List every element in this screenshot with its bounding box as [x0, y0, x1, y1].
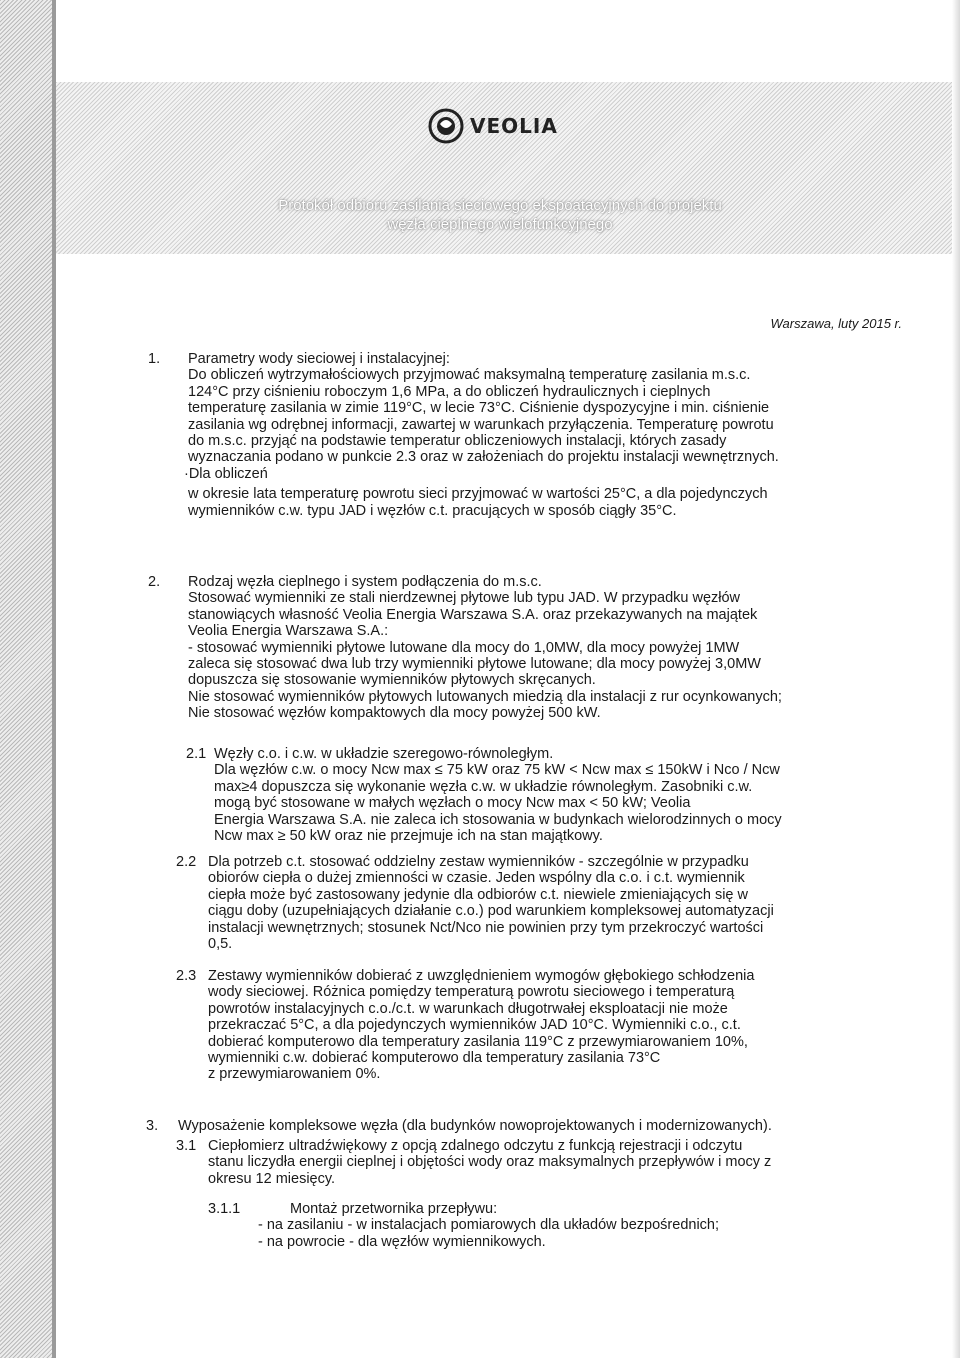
subsection-number: 2.3	[176, 968, 197, 984]
section-line: 124°C przy ciśnieniu roboczym 1,6 MPa, a do obliczeń hydraulicznych i cieplnych	[188, 383, 711, 400]
subsection-line: instalacji wewnętrznych; stosunek Nct/Nco nie powinien przy tym przekroczyć wartości	[208, 919, 764, 936]
section-line: Nie stosować węzłów kompaktowych dla mocy powyżej 500 kW.	[188, 705, 601, 722]
subsection-line: okresu 12 miesięcy.	[208, 1170, 336, 1187]
subsection-line: ciągu doby (uzupełniających działanie c.o.) pod warunkiem kompleksowej automatyzacji	[208, 903, 774, 920]
scan-right-edge	[952, 0, 960, 1358]
section-line: w okresie lata temperaturę powrotu sieci przyjmować w wartości 25°C, a dla pojedynczych	[188, 486, 768, 503]
subsection-3-1-1	[208, 1201, 720, 1250]
section-line: wymienników c.w. typu JAD i węzłów c.t. pracujących w sposób ciągły 35°C.	[188, 502, 677, 519]
subsection-line: przekraczać 5°C, a dla pojedynczych wymienników JAD 10°C. Wymienniki c.o., c.t.	[208, 1017, 741, 1034]
section-line: temperaturę zasilania w zimie 119°C, w lecie 73°C. Ciśnienie dyspozycyjne i min. ciśnienie	[188, 400, 770, 417]
section-heading: Rodzaj węzła cieplnego i system podłączenia do m.s.c.	[188, 574, 542, 590]
section-line: wyznaczania podano w punkcie 2.3 oraz w założeniach do projektu instalacji wewnętrznych.	[188, 449, 779, 466]
section-number: 2.	[148, 574, 161, 590]
subsection-line: Zestawy wymienników dobierać z uwzględnieniem wymogów głębokiego schłodzenia	[208, 968, 755, 984]
section-line: do m.s.c. przyjąć na podstawie temperatur obliczeniowych instalacji, których zasady	[188, 433, 727, 450]
subsection-line: Montaż przetwornika przepływu:	[290, 1201, 498, 1217]
section-line: Stosować wymienniki ze stali nierdzewnej płytowe lub typu JAD. W przypadku węzłów	[188, 590, 741, 607]
subsection-3-1	[176, 1138, 772, 1187]
subsection-line: ciepła może być zastosowany jedynie dla odbiorów c.t. niewiele zmieniających się w	[208, 886, 748, 903]
section-line: - stosować wymienniki płytowe lutowane dla mocy do 1,0MW, dla mocy powyżej 1MW	[188, 639, 740, 656]
header-banner	[140, 196, 860, 234]
subsection-line: Dla węzłów c.w. o mocy Ncw max ≤ 75 kW oraz 75 kW < Ncw max ≤ 150kW i Nco / Ncw	[214, 762, 780, 779]
section-number: 3.	[146, 1118, 159, 1134]
subsection-number: 2.1	[186, 746, 207, 762]
veolia-logo-icon	[428, 108, 464, 144]
document-date: Warszawa, luty 2015 r.	[770, 316, 902, 331]
subsection-number: 3.1	[176, 1138, 197, 1154]
subsection-2-1	[186, 746, 782, 845]
section-line: Veolia Energia Warszawa S.A.:	[188, 623, 389, 640]
scan-left-edge	[0, 0, 56, 1358]
section-number: 1.	[148, 351, 161, 367]
subsection-line: - na zasilaniu - w instalacjach pomiarowych dla układów bezpośrednich;	[258, 1217, 720, 1234]
subsection-line: Dla potrzeb c.t. stosować oddzielny zestaw wymienników - szczególnie w przypadku	[208, 854, 749, 870]
subsection-number: 2.2	[176, 854, 197, 870]
subsection-line: Ciepłomierz ultradźwiękowy z opcją zdalnego odczytu z funkcją rejestracji i odczytu	[208, 1138, 743, 1154]
subsection-line: mogą być stosowane w małych węzłach o mocy Ncw max < 50 kW; Veolia	[214, 795, 691, 812]
subsection-line: obiorów ciepła o dużej zmienności w czasie. Jeden wspólny dla c.o. i c.t. wymiennik	[208, 870, 745, 887]
subsection-line: max≥4 dopuszcza się wykonanie węzła c.w. w układzie równoległym. Zasobniki c.w.	[214, 778, 753, 795]
subsection-line: wody sieciowej. Różnica pomiędzy temperaturą powrotu sieciowego i temperaturą	[208, 984, 735, 1001]
banner-line-2: węzła cieplnego wielofunkcyjnego	[387, 216, 613, 233]
subsection-line: Energia Warszawa S.A. nie zaleca ich stosowania w budynkach wielorodzinnych o mocy	[214, 811, 782, 828]
subsection-line: Węzły c.o. i c.w. w układzie szeregowo-równoległym.	[214, 746, 554, 762]
veolia-logo	[428, 106, 558, 146]
section-line: Nie stosować wymienników płytowych lutowanych miedzią dla instalacji z rur ocynkowanych;	[188, 688, 782, 705]
subsection-line: z przewymiarowaniem 0%.	[208, 1066, 381, 1083]
subsection-line: powrotów instalacyjnych c.o./c.t. w warunkach długotrwałej eksploatacji nie może	[208, 1000, 728, 1017]
section-line: Do obliczeń wytrzymałościowych przyjmować maksymalną temperaturę zasilania m.s.c.	[188, 367, 751, 384]
section-line: stanowiących własność Veolia Energia Warszawa S.A. oraz przekazywanych na majątek	[188, 606, 758, 623]
subsection-line: Ncw max ≥ 50 kW oraz nie przejmuje ich na stan majątkowy.	[214, 828, 603, 845]
subsection-line: stanu liczydła energii cieplnej i objętości wody oraz maksymalnych przepływów i mocy z	[208, 1154, 772, 1171]
subsection-line: - na powrocie - dla węzłów wymiennikowych.	[258, 1233, 546, 1250]
section-heading: Wyposażenie kompleksowe węzła (dla budynków nowoprojektowanych i modernizowanych).	[178, 1118, 772, 1134]
logo-text: VEOLIA	[470, 113, 558, 138]
section-heading: Parametry wody sieciowej i instalacyjnej:	[188, 351, 450, 367]
section-2	[148, 574, 782, 722]
subsection-line: dobierać komputerowo dla temperatury zasilania 119°C z przewymiarowaniem 10%,	[208, 1033, 748, 1050]
subsection-2-3	[176, 968, 755, 1083]
section-line: dopuszcza się stosowanie wymienników płytowych skręcanych.	[188, 672, 596, 689]
subsection-2-2	[176, 854, 774, 953]
section-3	[146, 1118, 772, 1134]
subsection-line: wymienniki c.w. dobierać komputerowo dla temperatury zasilania 73°C	[208, 1050, 661, 1067]
section-line: ·Dla obliczeń	[184, 465, 268, 482]
banner-line-1: Protokół odbioru zasilania sieciowego ekspoatacyjnych do projektu	[278, 197, 722, 214]
section-1	[148, 351, 779, 519]
section-line: zaleca się stosować dwa lub trzy wymienniki płytowe lutowane; dla mocy powyżej 3,0MW	[188, 656, 761, 673]
subsection-number: 3.1.1	[208, 1201, 241, 1217]
subsection-line: 0,5.	[208, 936, 233, 953]
section-line: zasilania wg odrębnej informacji, zawartej w warunkach przyłączenia. Temperaturę powrotu	[188, 416, 774, 433]
